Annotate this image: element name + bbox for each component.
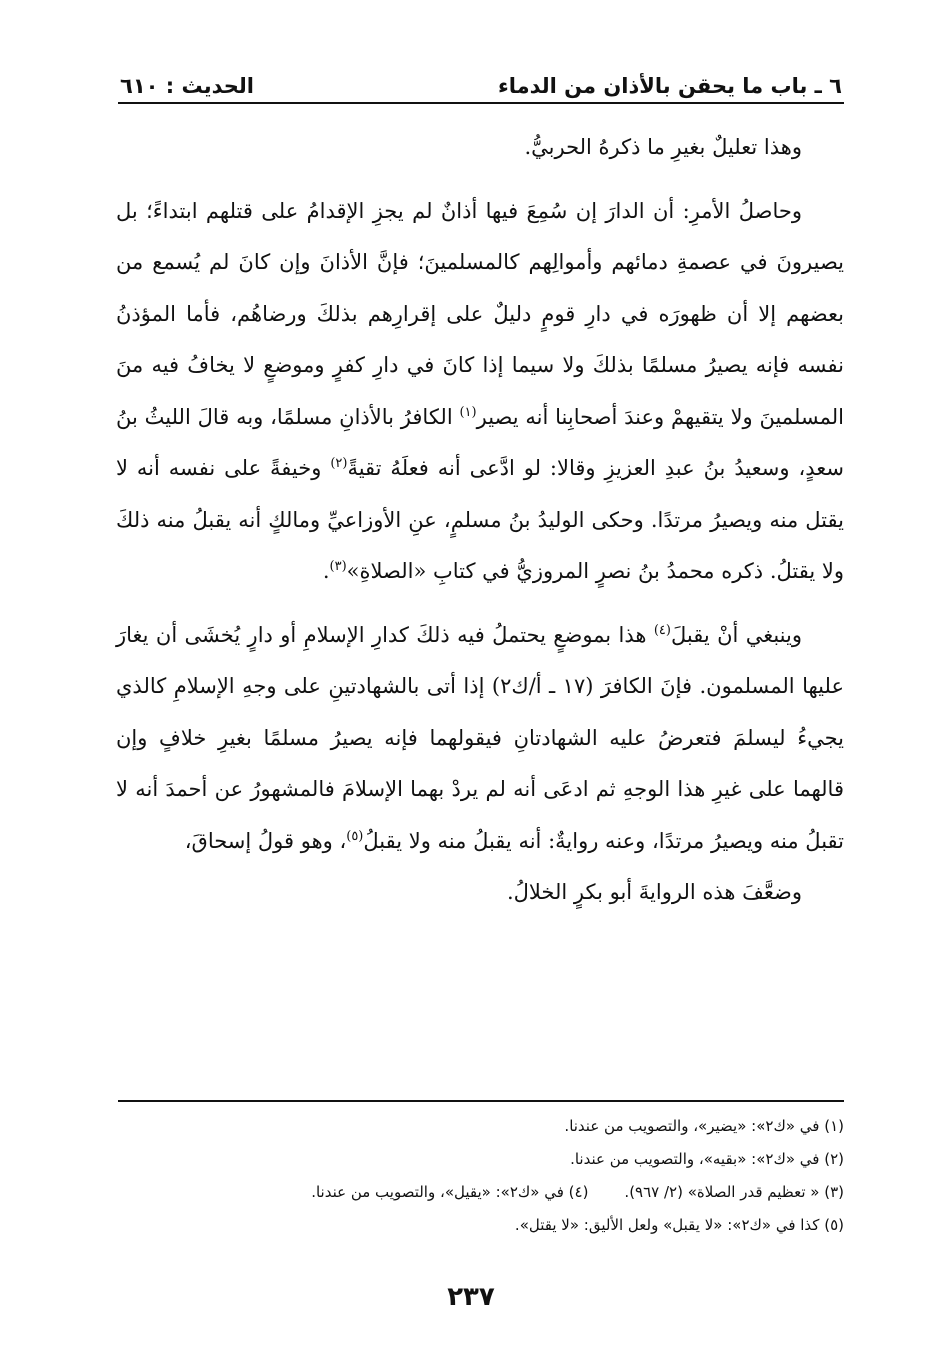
footnote-3-4-row bbox=[116, 1176, 844, 1209]
running-header bbox=[120, 70, 842, 106]
footnote-divider bbox=[118, 1100, 844, 1102]
main-text bbox=[116, 122, 844, 919]
paragraph-1: وهذا تعليلٌ بغيرِ ما ذكرهُ الحربيُّ. bbox=[524, 135, 802, 159]
header-divider bbox=[118, 102, 844, 104]
footnote-4: (٤) في «ك٢»: «يقيل»، والتصويب من عندنا. bbox=[311, 1183, 589, 1201]
footnote-1: (١) في «ك٢»: «يضير»، والتصويب من عندنا. bbox=[564, 1117, 844, 1135]
paragraph-4: وضعَّفَ هذه الروايةَ أبو بكرٍ الخلالُ. bbox=[506, 880, 802, 904]
paragraph-2: وحاصلُ الأمرِ: أن الدارَ إن سُمِعَ فيها أذانٌ لم يجزِ الإقدامُ على قتلهم ابتداءً؛ بل يصيرونَ في عصمةِ دمائهم وأموالِهم كالمسلمينَ؛ فإنَّ الأذانَ وإن كانَ لم يُسمع من بعضهم إلا أن ظهورَه في دارِ قومٍ دليلٌ على إقرارِهم بذلكَ ورضاهُم، فأما المؤذنُ نفسه فإنه يصيرُ مسلمًا بذلكَ ولا سيما إذا كانَ في دارِ كفرٍ وموضعٍ لا يخافُ فيه منَ المسلمينَ ولا يتقيهمْ وعندَ أصحابِنا أنه يصير$^{(١)}$ الكافرُ بالأذانِ مسلمًا، وبه قالَ الليثُ بنُ سعدٍ، وسعيدُ بنُ عبدِ العزيزِ وقالا: لو ادَّعى أنه فعلَهُ تقيةً$^{(٢)}$ وخيفةً على نفسه أنه لا يقتل منه ويصيرُ مرتدًا. وحكى الوليدُ بنُ مسلمٍ، عنِ الأوزاعيِّ ومالكٍ أنه يقبلُ منه ذلكَ ولا يقتلُ. ذكره محمدُ بنُ نصرٍ المروزيُّ في كتابِ «الصلاةِ»$^{(٣)}$. bbox=[116, 198, 845, 583]
hadith-number: الحديث : ٦١٠ bbox=[120, 74, 254, 98]
footnote-ref-3[interactable]: (٣) bbox=[329, 559, 347, 574]
footnote-ref-1[interactable]: (١) bbox=[459, 404, 477, 420]
page-number: ٢٣٧ bbox=[447, 1282, 495, 1312]
footnotes bbox=[116, 1110, 844, 1242]
footnote-ref-4[interactable]: (٤) bbox=[653, 622, 671, 638]
footnote-5: (٥) كذا في «ك٢»: «لا يقبل» ولعل الأليق: «لا يقتل». bbox=[514, 1216, 844, 1234]
footnote-ref-2[interactable]: (٢) bbox=[330, 456, 348, 471]
footnote-2: (٢) في «ك٢»: «بقيه»، والتصويب من عندنا. bbox=[570, 1150, 844, 1168]
paragraph-3: وينبغي أنْ يقبلَ$^{(٤)}$ هذا بموضعٍ يحتملُ فيه ذلكَ كدارِ الإسلامِ أو دارٍ يُخشَى أن يغارَ عليها المسلمون. فإنَ الكافرَ (١٧ ـ أ/ك٢) إذا أتى بالشهادتينِ على وجهِ الإسلامِ كالذي يجيءُ ليسلمَ فتعرضُ عليه الشهادتانِ فيقولهما فإنه يصيرُ مسلمًا بغيرِ خلافٍ وإن قالهما على غيرِ هذا الوجهِ ثم ادعَى أنه لم يردْ بهما الإسلامَ فالمشهورُ عن أحمدَ أنه لا تقبلُ منه ويصيرُ مرتدًا، وعنه روايةٌ: أنه يقبلُ منه ولا يقبلُ$^{(٥)}$، وهو قولُ إسحاقَ، bbox=[116, 622, 844, 853]
chapter-title: ٦ ـ باب ما يحقن بالأذان من الدماء bbox=[497, 74, 842, 98]
footnote-3: (٣) « تعظيم قدر الصلاة» (٢/ ٩٦٧). bbox=[624, 1183, 844, 1201]
footnote-ref-5[interactable]: (٥) bbox=[346, 828, 364, 844]
